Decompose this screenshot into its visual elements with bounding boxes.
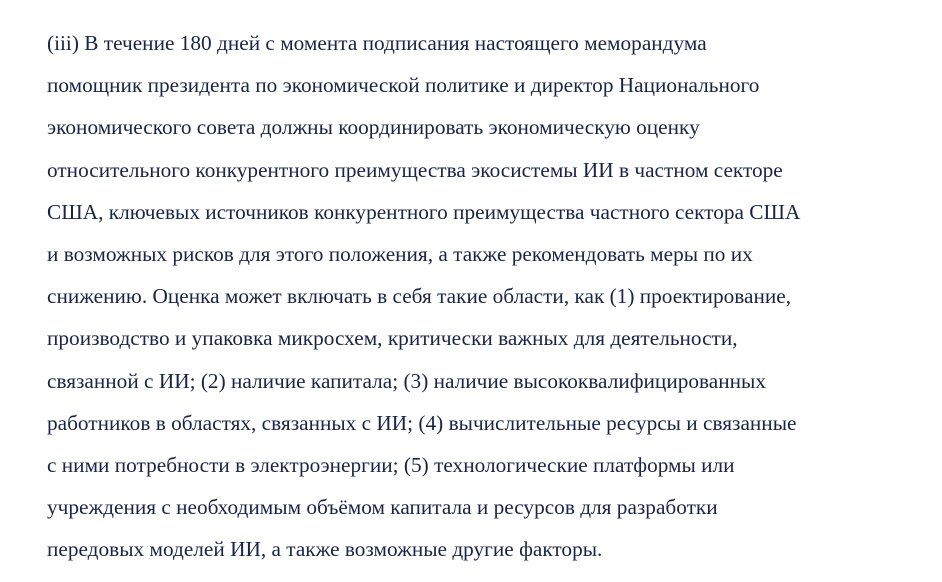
paragraph-line: с ними потребности в электроэнергии; (5) технологические платформы или	[47, 453, 735, 478]
paragraph-line: связанной с ИИ; (2) наличие капитала; (3) наличие высококвалифицированных	[47, 368, 766, 393]
paragraph-line: (iii) В течение 180 дней с момента подписания настоящего меморандума	[47, 31, 707, 55]
paragraph-line: США, ключевых источников конкурентного преимущества частного сектора США	[47, 199, 801, 224]
paragraph-line: учреждения с необходимым объёмом капитала и ресурсов для разработки	[47, 495, 718, 520]
paragraph-line: и возможных рисков для этого положения, а также рекомендовать меры по их	[47, 242, 753, 267]
memorandum-paragraph	[47, 22, 927, 571]
paragraph-line: передовых моделей ИИ, а также возможные другие факторы.	[47, 537, 603, 562]
paragraph-line: помощник президента по экономической политике и директор Национального	[47, 73, 760, 98]
paragraph-line: производство и упаковка микросхем, критически важных для деятельности,	[47, 326, 738, 351]
paragraph-line: работников в областях, связанных с ИИ; (4) вычислительные ресурсы и связанные	[47, 410, 797, 435]
paragraph-line: снижению. Оценка может включать в себя такие области, как (1) проектирование,	[47, 284, 792, 309]
paragraph-line: экономического совета должны координировать экономическую оценку	[47, 115, 700, 140]
paragraph-line: относительного конкурентного преимущества экосистемы ИИ в частном секторе	[47, 157, 783, 182]
